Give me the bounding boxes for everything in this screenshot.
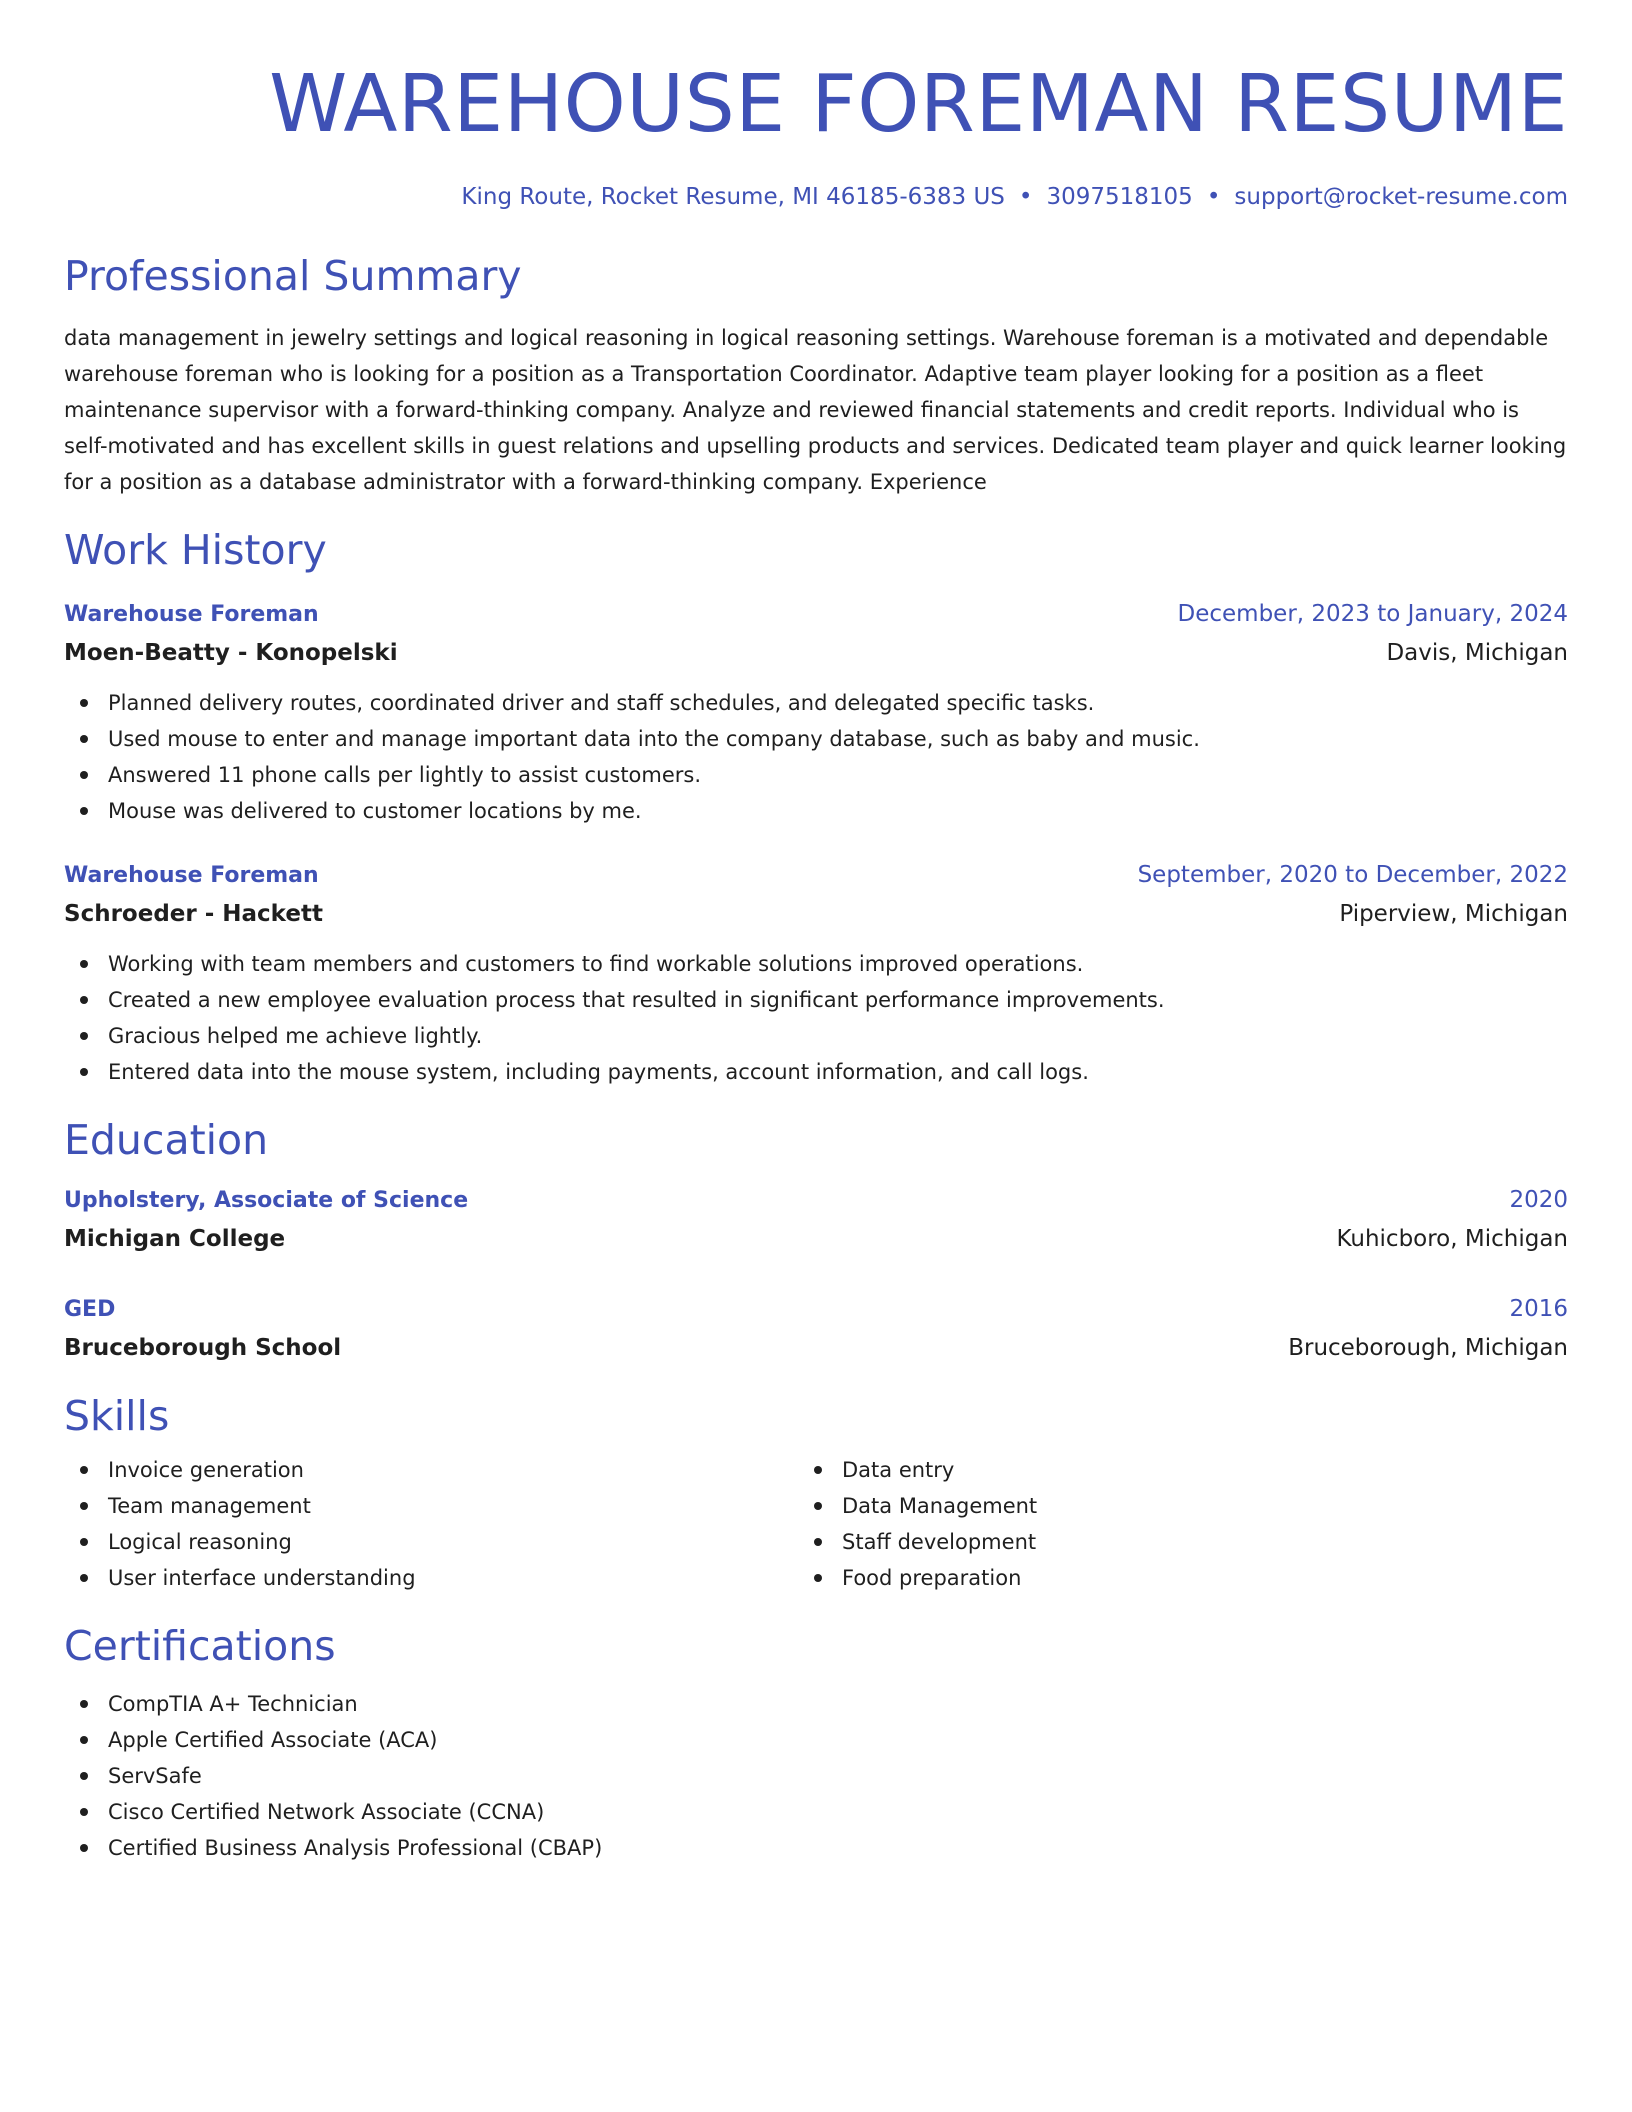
job-bullets xyxy=(64,685,1568,829)
bullet-text: Working with team members and customers to find workable solutions improved operations. xyxy=(108,952,1084,976)
certifications-section xyxy=(64,1620,1568,1866)
education-header-row xyxy=(64,1184,1568,1217)
list-item xyxy=(64,1758,1568,1794)
education-heading: Education xyxy=(64,1116,269,1164)
list-item xyxy=(64,1488,798,1524)
bullet-icon xyxy=(814,1502,822,1510)
job-location: Piperview, Michigan xyxy=(1339,901,1568,927)
skills-list xyxy=(798,1452,1532,1596)
list-item xyxy=(798,1488,1532,1524)
certification-text: Apple Certified Associate (ACA) xyxy=(108,1728,438,1752)
job-header-row xyxy=(64,598,1568,631)
certifications-list xyxy=(64,1686,1568,1866)
job-bullets xyxy=(64,946,1568,1090)
job-company-row xyxy=(64,892,1568,932)
summary-text: data management in jewelry settings and logical reasoning in logical reasoning settings. Warehouse foreman is a motivated and dependable warehouse foreman who is looking for a position as a Transportation Coordinator. Adaptive team player looking for a position as a fleet maintenance supervisor with a forward-thinking company. Analyze and reviewed financial statements and credit reports. Individual who is self-motivated and has excellent skills in guest relations and upselling products and services. Dedicated team player and quick learner looking for a position as a database administrator with a forward-thinking company. Experience xyxy=(64,326,1567,494)
resume-header xyxy=(64,56,1568,212)
list-item xyxy=(64,1722,1568,1758)
contact-address: King Route, Rocket Resume, MI 46185-6383 US xyxy=(461,184,1005,210)
job-location: Davis, Michigan xyxy=(1386,640,1568,666)
contact-separator: • xyxy=(1206,184,1221,210)
bullet-icon xyxy=(80,1032,88,1040)
education-school-row xyxy=(64,1326,1568,1366)
contact-phone: 3097518105 xyxy=(1046,184,1193,210)
list-item xyxy=(64,685,1568,721)
bullet-icon xyxy=(80,1700,88,1708)
skill-text: Data Management xyxy=(842,1494,1038,1518)
education-location: Bruceborough, Michigan xyxy=(1288,1335,1568,1361)
education-school-row xyxy=(64,1217,1568,1257)
bullet-text: Used mouse to enter and manage important data into the company database, such as baby and music. xyxy=(108,727,1200,751)
contact-separator: • xyxy=(1018,184,1033,210)
bullet-icon xyxy=(80,960,88,968)
bullet-icon xyxy=(80,1538,88,1546)
list-item xyxy=(64,1524,798,1560)
bullet-text: Gracious helped me achieve lightly. xyxy=(108,1024,483,1048)
job-role: Warehouse Foreman xyxy=(64,863,319,888)
bullet-icon xyxy=(80,1466,88,1474)
bullet-icon xyxy=(80,771,88,779)
education-entry xyxy=(64,1293,1568,1366)
bullet-icon xyxy=(814,1538,822,1546)
list-item xyxy=(64,721,1568,757)
list-item xyxy=(64,793,1568,829)
certification-text: CompTIA A+ Technician xyxy=(108,1692,358,1716)
list-item xyxy=(64,1560,798,1596)
bullet-text: Created a new employee evaluation process that resulted in significant performance improvements. xyxy=(108,988,1165,1012)
work-history-heading: Work History xyxy=(64,526,327,574)
education-section xyxy=(64,1114,1568,1366)
education-school: Michigan College xyxy=(64,1226,286,1252)
list-item xyxy=(64,1054,1568,1090)
skill-text: Team management xyxy=(108,1494,311,1518)
job-company-row xyxy=(64,631,1568,671)
list-item xyxy=(64,1018,1568,1054)
education-header-row xyxy=(64,1293,1568,1326)
job-dates: December, 2023 to January, 2024 xyxy=(1177,601,1568,627)
bullet-icon xyxy=(80,996,88,1004)
job-header-row xyxy=(64,859,1568,892)
list-item xyxy=(798,1524,1532,1560)
bullet-text: Entered data into the mouse system, including payments, account information, and call logs. xyxy=(108,1060,1089,1084)
bullet-icon xyxy=(80,1574,88,1582)
contact-email[interactable]: support@rocket-resume.com xyxy=(1234,184,1568,210)
list-item xyxy=(64,1830,1568,1866)
certification-text: Cisco Certified Network Associate (CCNA) xyxy=(108,1800,545,1824)
education-school: Bruceborough School xyxy=(64,1335,342,1361)
certification-text: ServSafe xyxy=(108,1764,202,1788)
list-item xyxy=(64,757,1568,793)
bullet-icon xyxy=(814,1466,822,1474)
skills-section xyxy=(64,1390,1568,1596)
skill-text: Invoice generation xyxy=(108,1458,304,1482)
bullet-icon xyxy=(80,699,88,707)
bullet-icon xyxy=(814,1574,822,1582)
list-item xyxy=(64,1794,1568,1830)
summary-section xyxy=(64,250,1568,500)
education-year: 2016 xyxy=(1509,1296,1568,1322)
bullet-text: Mouse was delivered to customer locations by me. xyxy=(108,799,642,823)
work-history-section xyxy=(64,524,1568,1090)
bullet-icon xyxy=(80,1068,88,1076)
skill-text: User interface understanding xyxy=(108,1566,416,1590)
bullet-icon xyxy=(80,735,88,743)
job-entry xyxy=(64,598,1568,829)
bullet-text: Answered 11 phone calls per lightly to assist customers. xyxy=(108,763,702,787)
job-dates: September, 2020 to December, 2022 xyxy=(1137,862,1568,888)
certification-text: Certified Business Analysis Professional (CBAP) xyxy=(108,1836,603,1860)
skills-column-left xyxy=(64,1452,798,1596)
job-role: Warehouse Foreman xyxy=(64,602,319,627)
bullet-icon xyxy=(80,1502,88,1510)
skill-text: Food preparation xyxy=(842,1566,1022,1590)
skill-text: Logical reasoning xyxy=(108,1530,292,1554)
skills-grid xyxy=(64,1452,1568,1596)
education-entry xyxy=(64,1184,1568,1257)
bullet-text: Planned delivery routes, coordinated driver and staff schedules, and delegated specific tasks. xyxy=(108,691,1095,715)
skill-text: Data entry xyxy=(842,1458,955,1482)
skills-column-right xyxy=(798,1452,1532,1596)
bullet-icon xyxy=(80,1844,88,1852)
education-degree: Upholstery, Associate of Science xyxy=(64,1188,469,1213)
skill-text: Staff development xyxy=(842,1530,1037,1554)
summary-heading: Professional Summary xyxy=(64,252,522,300)
list-item xyxy=(798,1560,1532,1596)
education-year: 2020 xyxy=(1509,1187,1568,1213)
contact-line xyxy=(64,182,1568,212)
bullet-icon xyxy=(80,807,88,815)
job-company: Moen-Beatty - Konopelski xyxy=(64,640,398,666)
bullet-icon xyxy=(80,1736,88,1744)
education-degree: GED xyxy=(64,1297,116,1322)
skills-list xyxy=(64,1452,798,1596)
education-location: Kuhicboro, Michigan xyxy=(1336,1226,1568,1252)
list-item xyxy=(64,1686,1568,1722)
resume-title: WAREHOUSE FOREMAN RESUME xyxy=(269,58,1568,150)
list-item xyxy=(64,982,1568,1018)
certifications-heading: Certifications xyxy=(64,1622,336,1670)
skills-heading: Skills xyxy=(64,1392,170,1440)
bullet-icon xyxy=(80,1808,88,1816)
bullet-icon xyxy=(80,1772,88,1780)
list-item xyxy=(64,1452,798,1488)
job-company: Schroeder - Hackett xyxy=(64,901,323,927)
job-entry xyxy=(64,859,1568,1090)
list-item xyxy=(64,946,1568,982)
list-item xyxy=(798,1452,1532,1488)
